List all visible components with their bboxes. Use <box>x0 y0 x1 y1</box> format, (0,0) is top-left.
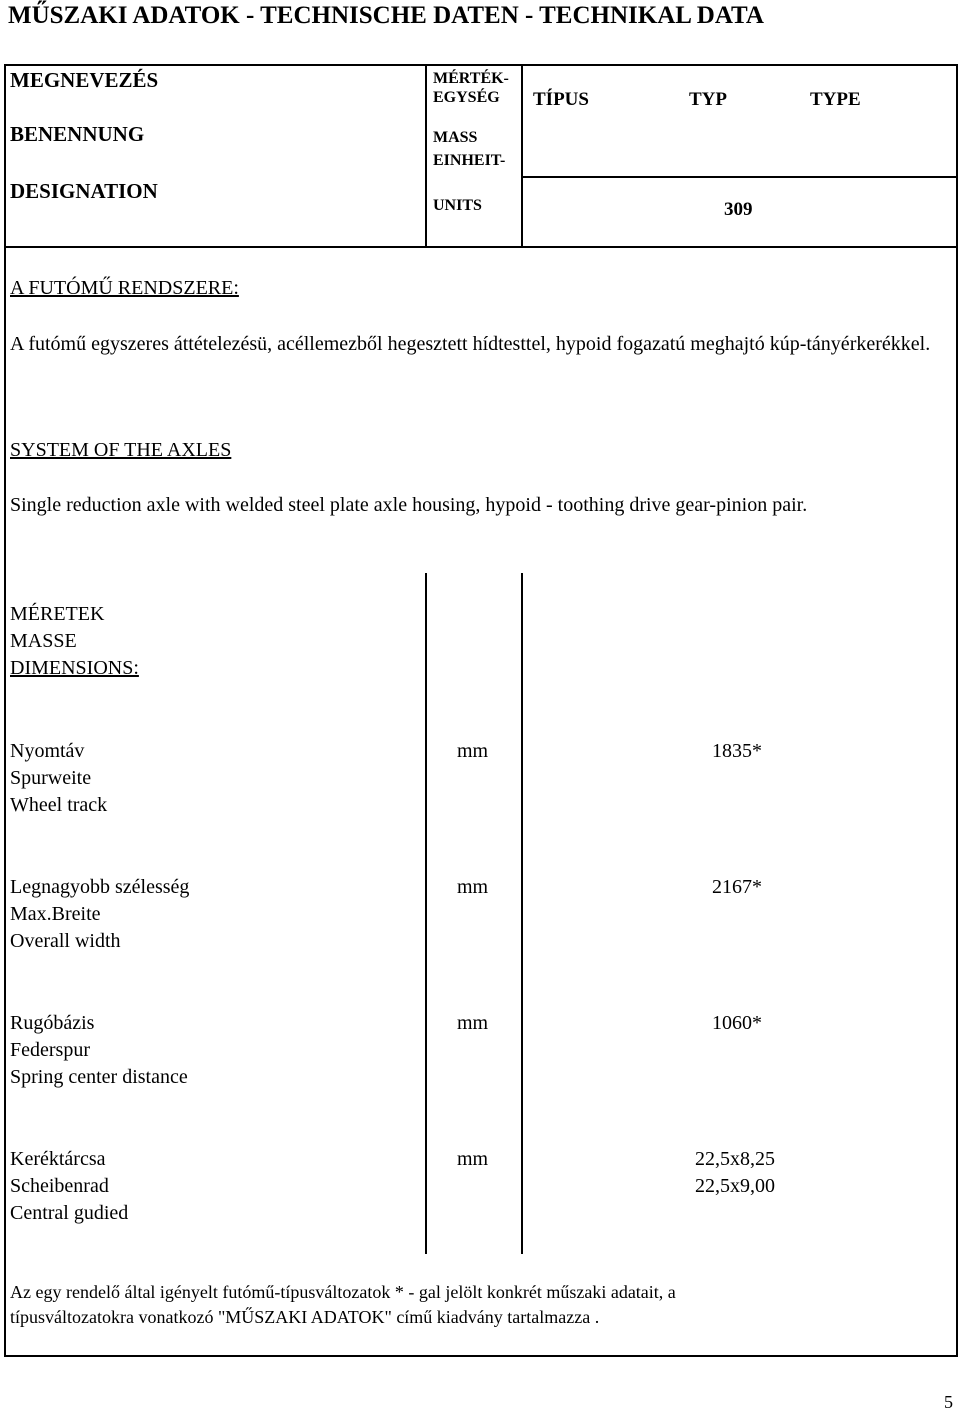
section-en-text: Single reduction axle with welded steel plate axle housing, hypoid - toothing drive gear-pinion pair. <box>10 494 808 516</box>
section-hu-text: A futómű egyszeres áttételezésü, acéllemezből hegesztett hídtesttel, hypoid fogazatú meghajtó kúp-tányérkerékkel. <box>10 333 931 355</box>
header-unit-line-1: MÉRTÉK- <box>433 70 509 87</box>
row-wheel-disc-value-1: 22,5x8,25 <box>695 1148 775 1170</box>
row-wheel-disc-labels <box>10 1146 128 1227</box>
content-divider-2 <box>521 573 523 1254</box>
header-designation-hu: MEGNEVEZÉS <box>10 68 159 92</box>
dimensions-heading-en: DIMENSIONS: <box>10 657 139 679</box>
header-divider-2 <box>521 64 523 248</box>
header-type-en: TYPE <box>810 89 861 110</box>
footnote <box>10 1280 676 1330</box>
header-unit-line-3: MASS <box>433 129 478 146</box>
row-label-en: Spring center distance <box>10 1066 188 1088</box>
header-designation-en: DESIGNATION <box>10 179 158 203</box>
section-hu-heading: A FUTÓMŰ RENDSZERE: <box>10 277 239 299</box>
header-type-hu: TÍPUS <box>533 89 589 110</box>
header-unit-line-5: UNITS <box>433 197 482 214</box>
row-label-en: Central gudied <box>10 1202 129 1224</box>
dimensions-heading <box>10 601 139 682</box>
row-label-hu: Rugóbázis <box>10 1012 95 1034</box>
row-label-de: Scheibenrad <box>10 1175 109 1197</box>
row-label-en: Overall width <box>10 930 121 952</box>
row-wheel-track-value: 1835* <box>712 740 762 762</box>
header-type-value: 309 <box>724 199 753 220</box>
row-overall-width-unit: mm <box>457 876 489 898</box>
row-label-de: Max.Breite <box>10 903 101 925</box>
row-overall-width-value: 2167* <box>712 876 762 898</box>
page-number: 5 <box>944 1392 953 1412</box>
row-overall-width-labels <box>10 874 189 955</box>
dimensions-heading-de: MASSE <box>10 630 77 652</box>
row-wheel-disc-value-2: 22,5x9,00 <box>695 1175 775 1197</box>
row-label-hu: Nyomtáv <box>10 740 85 762</box>
row-spring-center-value: 1060* <box>712 1012 762 1034</box>
content-divider-1 <box>425 573 427 1254</box>
header-unit-line-4: EINHEIT- <box>433 152 506 169</box>
row-wheel-disc-values <box>695 1146 775 1200</box>
header-unit-line-2: EGYSÉG <box>433 89 500 106</box>
footnote-line-1: Az egy rendelő által igényelt futómű-típusváltozatok * - gal jelölt konkrét műszaki adatait, a <box>10 1282 676 1302</box>
header-type-divider <box>521 176 958 178</box>
row-wheel-disc-unit: mm <box>457 1148 489 1170</box>
row-label-de: Spurweite <box>10 767 92 789</box>
dimensions-heading-hu: MÉRETEK <box>10 603 105 625</box>
row-label-hu: Legnagyobb szélesség <box>10 876 190 898</box>
document-title: MŰSZAKI ADATOK - TECHNISCHE DATEN - TECHNIKAL DATA <box>8 2 764 29</box>
content-table <box>4 246 958 1357</box>
footnote-line-2: típusváltozatokra vonatkozó "MŰSZAKI ADATOK" című kiadvány tartalmazza . <box>10 1307 600 1327</box>
row-wheel-track-unit: mm <box>457 740 489 762</box>
row-wheel-track-labels <box>10 738 107 819</box>
header-type-de: TYP <box>689 89 727 110</box>
row-label-de: Federspur <box>10 1039 90 1061</box>
section-en-heading: SYSTEM OF THE AXLES <box>10 439 232 461</box>
row-spring-center-labels <box>10 1010 188 1091</box>
header-divider-1 <box>425 64 427 248</box>
row-spring-center-unit: mm <box>457 1012 489 1034</box>
row-label-hu: Keréktárcsa <box>10 1148 106 1170</box>
row-label-en: Wheel track <box>10 794 108 816</box>
header-designation-de: BENENNUNG <box>10 122 145 146</box>
